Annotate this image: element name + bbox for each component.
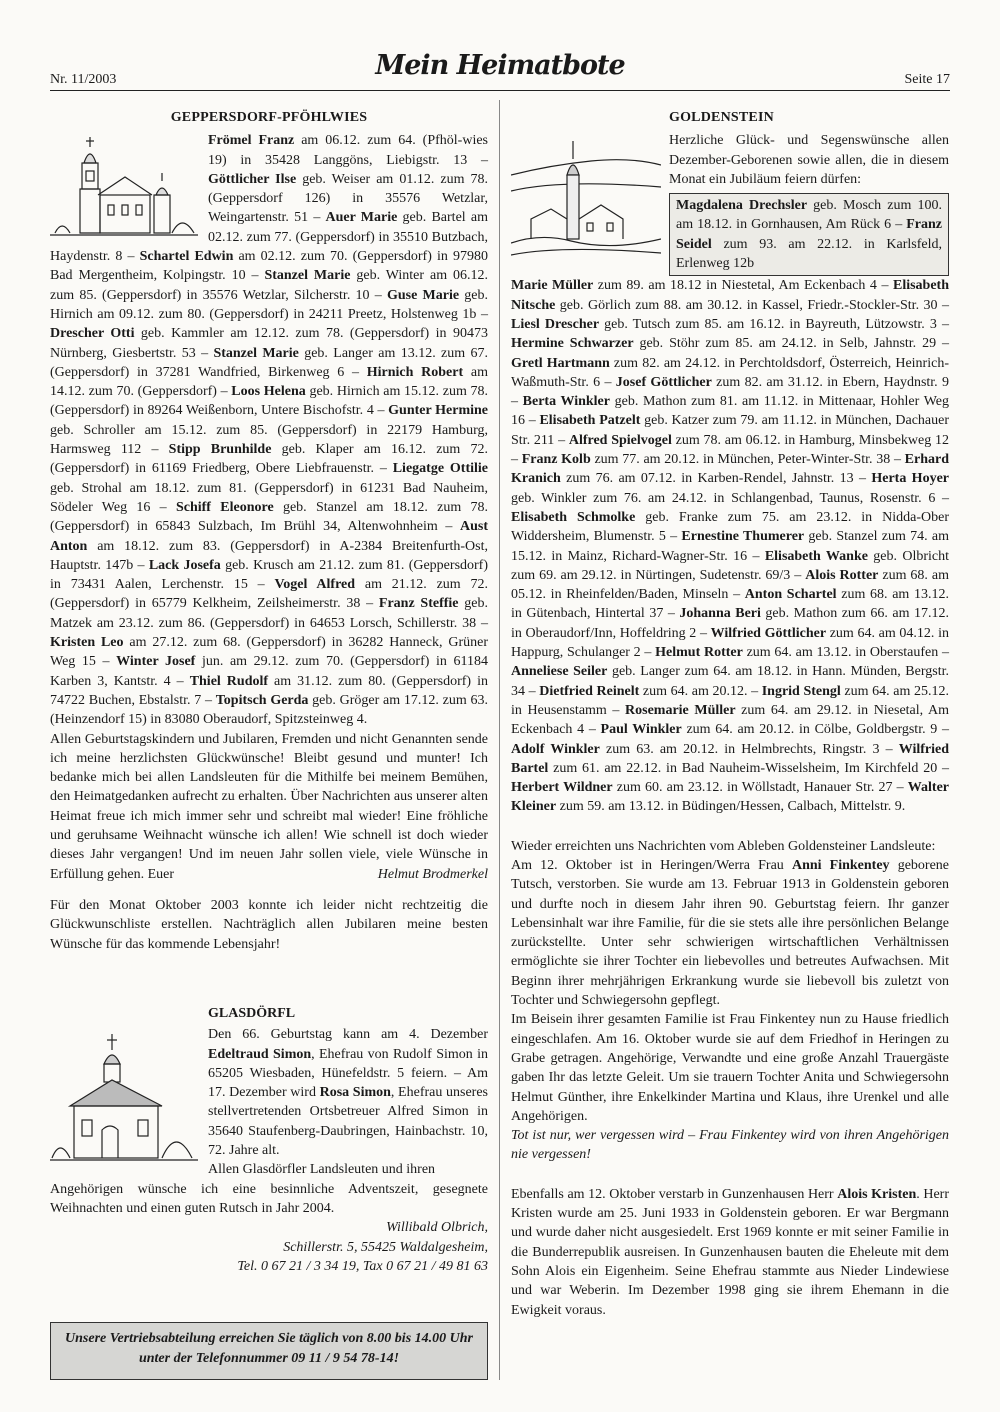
person-name: Elisabeth Wanke [764, 548, 868, 564]
person-name: Lack Josefa [148, 557, 221, 573]
glasdoerfl-wishes-2: Angehörigen wünsche ich eine besinnliche Adventszeit, gesegnete Weihnachten und einen guten Rutsch in Jahr 2004. [50, 1181, 488, 1216]
person-name: Schiff Eleonore [175, 499, 274, 515]
person-name: Josef Göttlicher [615, 374, 712, 390]
section-title-geppersdorf: GEPPERSDORF-PFÖHLWIES [170, 110, 368, 125]
person-name: Marie Müller [511, 278, 594, 294]
person-name: Gunter Hermine [388, 403, 489, 419]
person-name: Alois Rotter [805, 567, 879, 583]
person-name: Liegatge Ottilie [392, 461, 488, 477]
person-name: Wilfried Bartel [511, 741, 949, 776]
obituary-finkentey-quote: Tot ist nur, wer vergessen wird – Frau Finkentey wird von ihren Angehörigen nie vergessen! [511, 1128, 949, 1163]
person-name: Helmut Rotter [655, 645, 743, 661]
obituary-finkentey: Am 12. Oktober ist in Heringen/Werra Frau Anni Finkentey geborene Tutsch, verstorben. Sie wurde am 13. Februar 1913 in Goldenstein geboren und durfte noch in diesem Jahr ihren 90. Geburtstag feiern. Ihr ganzer Lebensinhalt war ihre Familie, für die sie stets alle ihre persönlichen Belange zurückstellte. Unter sehr schwierigen wirtschaftlichen Verhältnissen ermöglichte sie ihrer Tochter ein liebevolles und betreutes Aufwachsen. Mit Beginn ihrer mehrjährigen Erkrankung wurde sie liebevoll bis zuletzt von Tochter und Schwiegersohn gepflegt. [511, 857, 950, 1009]
right-column [511, 108, 949, 1320]
person-name: Göttlicher Ilse [208, 171, 297, 187]
person-name: Paul Winkler [600, 722, 682, 738]
signature-address: Schillerstr. 5, 55425 Waldalgesheim, [283, 1239, 488, 1255]
distribution-notice: Unsere Vertriebsabteilung erreichen Sie täglich von 8.00 bis 14.00 Uhr unter der Telefonnummer 09 11 / 9 54 78-14! [50, 1322, 488, 1380]
person-name: Aust Anton [50, 519, 488, 554]
person-name: Rosa Simon [319, 1085, 391, 1101]
person-name: Alfred Spielvogel [568, 432, 672, 448]
person-name: Schartel Edwin [139, 249, 234, 265]
obituary-kristen: Ebenfalls am 12. Oktober verstarb in Gunzenhausen Herr Alois Kristen. Herr Kristen wurde am 25. Juni 1933 in Goldenstein geboren. Er war Bergmann und wurde daher nicht ausgesiedelt. Erst 1969 konnte er mit seiner Familie in die Bunderrepublik ausreisen. In Gunzenhausen bauten die Eheleute mit dem Sohn Alois ein Eigenheim. Seine Ehefrau stammte aus Nieder Lindewiese und war Weberin. Im Dezember 1998 ging sie ihrem Ehemann in die Ewigkeit voraus. [511, 1186, 949, 1318]
person-name: Vogel Alfred [274, 577, 356, 593]
person-name: Anton Schartel [744, 587, 837, 603]
glasdoerfl-birthdays: Den 66. Geburtstag kann am 4. Dezember Edeltraud Simon, Ehefrau von Rudolf Simon in 65205 Wiesbaden, Hünefeldstr. 5 feiern. – Am 17. Dezember wird Rosa Simon, Ehefrau unseres stellvertretenden Ortsbetreuer Alfred Simon in 35640 Staufenberg-Daubringen, Hainbachstr. 10, 72. Jahre alt. [208, 1027, 488, 1159]
page-header [50, 50, 950, 91]
goldenstein-intro: Herzliche Glück- und Segenswünsche allen Dezember-Geborenen sowie allen, die in diesem Monat ein Jubiläum feiern dürfen: [669, 133, 949, 187]
town-illustration-icon [511, 135, 661, 261]
person-name: Magdalena Drechsler [676, 198, 808, 214]
person-name: Franz Steffie [378, 596, 459, 612]
person-name: Stanzel Marie [264, 268, 351, 284]
section-title-glasdoerfl: GLASDÖRFL [208, 1006, 296, 1021]
person-name: Rosemarie Müller [625, 702, 736, 718]
person-name: Franz Seidel [676, 217, 942, 252]
person-name: Elisabeth Schmolke [511, 509, 636, 525]
glasdoerfl-section [50, 1004, 488, 1276]
person-name: Walter Kleiner [511, 780, 950, 815]
issue-number: Nr. 11/2003 [50, 72, 117, 87]
goldenstein-birthday-list: Marie Müller zum 89. am 18.12 in Niestetal, Am Eckenbach 4 – Elisabeth Nitsche geb. Görlich zum 88. am 30.12. in Kassel, Friedr.-Stockler-Str. 30 – Liesl Drescher geb. Tutsch zum 85. am 16.12. in Bayreuth, Lützowstr. 3 – Hermine Schwarzer geb. Stöhr zum 85. am 24.12. in Selb, Jahnstr. 29 – Gretl Hartmann zum 82. am 24.12. in Perchtoldsdorf, Österreich, Heinrich-Waßmuth-Str. 6 – Josef Göttlicher zum 82. am 31.12. in Ebern, Haydnstr. 9 – Berta Winkler geb. Mathon zum 81. am 11.12. in Mittenaar, Hohler Weg 16 – Elisabeth Patzelt geb. Katzer zum 79. am 11.12. in München, Dachauer Str. 211 – Alfred Spielvogel zum 78. am 06.12. in Hamburg, Minsbekweg 12 – Franz Kolb zum 77. am 20.12. in München, Peter-Winter-Str. 38 – Erhard Kranich zum 76. am 07.12. in Karben-Rendel, Jahnstr. 13 – Herta Hoyer geb. Winkler zum 76. am 24.12. in Schlangenbad, Taunus, Rosenstr. 6 – Elisabeth Schmolke geb. Franke zum 75. am 23.12. in Nidda-Ober Widdersheim, Blumenstr. 5 – Ernestine Thumerer geb. Stanzel zum 74. am 15.12. in Mainz, Richard-Wagner-Str. 16 – Elisabeth Wanke geb. Olbricht zum 69. am 29.12. in Nürtingen, Sudetenstr. 69/3 – Alois Rotter zum 68. am 05.12. in Rheinfelden/Baden, Minseln – Anton Schartel zum 68. am 13.12. in Gütenbach, Hintertal 37 – Johanna Beri geb. Mathon zum 66. am 17.12. in Oberaudorf/Inn, Hoffeldring 2 – Wilfried Göttlicher zum 64. am 04.12. in Happurg, Schulanger 2 – Helmut Rotter zum 64. am 13.12. in Oberstaufen – Anneliese Seiler geb. Langer zum 64. am 18.12. in Hann. Münden, Bergstr. 34 – Dietfried Reinelt zum 64. am 20.12. – Ingrid Stengl zum 64. am 25.12. in Heusenstamm – Rosemarie Müller zum 64. am 29.12. in Niesetal, Am Eckenbach 4 – Paul Winkler zum 64. am 20.12. in Cölbe, Goldbergstr. 9 – Adolf Winkler zum 63. am 20.12. in Helmbrechts, Ringstr. 3 – Wilfried Bartel zum 61. am 22.12. in Bad Nauheim-Wisselsheim, Im Kirchfeld 20 – Herbert Wildner zum 60. am 23.12. in Wöllstadt, Hanauer Str. 27 – Walter Kleiner zum 59. am 13.12. in Büdingen/Hessen, Calbach, Mittelstr. 9. [511, 278, 950, 815]
person-name: Gretl Hartmann [511, 355, 610, 371]
page-number: Seite 17 [904, 72, 950, 87]
person-name: Alois Kristen [837, 1186, 917, 1202]
person-name: Frömel Franz [208, 133, 295, 149]
column-divider [499, 100, 500, 1380]
person-name: Topitsch Gerda [215, 692, 309, 708]
glasdoerfl-wishes-1: Allen Glasdörfler Landsleuten und ihren [208, 1162, 436, 1178]
person-name: Guse Marie [386, 287, 460, 303]
person-name: Winter Josef [116, 654, 196, 670]
person-name: Herta Hoyer [871, 471, 949, 487]
section-title-goldenstein: GOLDENSTEIN [669, 110, 774, 125]
greeting-text: Allen Geburtstagskindern und Jubilaren, Fremden und nicht Genannten sende ich meine herzlichsten Glückwünsche! Bleibt gesund und munter! Ich bedanke mich bei allen Landsleuten für die Mithilfe bei meinem Bemühen, den Heimatgedanken aufrecht zu erhalten. Über Nachrichten aus unserer alten Heimat freue ich mich immer sehr und schreibt mal wieder! Eine fröhliche und geruhsame Weihnacht wünsche ich allen! Wie schnell ist doch wieder dieses Jahr vergangen! Und im neuen Jahr sollen viele, viele Wünsche in Erfüllung gehen. Euer [50, 731, 488, 882]
signature-phone: Tel. 0 67 21 / 3 34 19, Tax 0 67 21 / 49 81 63 [237, 1258, 488, 1274]
person-name: Thiel Rudolf [189, 673, 269, 689]
person-name: Hermine Schwarzer [511, 336, 634, 352]
person-name: Auer Marie [325, 210, 398, 226]
obituary-intro: Wieder erreichten uns Nachrichten vom Ableben Goldensteiner Landsleute: [511, 838, 936, 854]
signature-name: Willibald Olbrich, [386, 1220, 488, 1236]
person-name: Dietfried Reinelt [539, 683, 640, 699]
masthead-logo: Mein Heimatbote [375, 50, 625, 81]
person-name: Ernestine Thumerer [681, 529, 805, 545]
person-name: Adolf Winkler [511, 741, 600, 757]
person-name: Hirnich Robert [366, 364, 464, 380]
person-name: Elisabeth Nitsche [511, 278, 949, 313]
person-name: Liesl Drescher [511, 316, 600, 332]
person-name: Kristen Leo [50, 635, 124, 651]
chapel-illustration-icon [50, 1030, 198, 1172]
person-name: Anni Finkentey [791, 857, 890, 873]
greeting-signature: Helmut Brodmerkel [377, 866, 488, 882]
october-note: Für den Monat Oktober 2003 konnte ich leider nicht rechtzeitig die Glückwunschliste erstellen. Nachträglich allen Jubilaren meine besten Wünsche für das kommende Lebensjahr! [50, 898, 488, 952]
church-illustration-icon [50, 133, 198, 241]
obituary-finkentey-cont: Im Beisein ihrer gesamten Familie ist Frau Finkentey nun zu Hause friedlich eingeschlafen. Am 16. Oktober wurde sie auf dem Friedhof in Heringen zu Grabe getragen. Angehörige, Verwandte und eine große Anzahl Trauergäste gaben Ihr das letzte Geleit. Um sie trauern Tochter Anita und Schwiegersohn Helmut Günther, ihre Enkelkinder Martina und Klaus, ihre Urenkel und alle Angehörigen. [511, 1012, 949, 1124]
person-name: Erhard Kranich [511, 452, 949, 487]
person-name: Edeltraud Simon [208, 1046, 312, 1062]
person-name: Johanna Beri [679, 606, 761, 622]
person-name: Anneliese Seiler [511, 664, 608, 680]
person-name: Elisabeth Patzelt [539, 413, 641, 429]
person-name: Berta Winkler [522, 394, 610, 410]
geppersdorf-birthday-list: Frömel Franz am 06.12. zum 64. (Pfhöl-wies 19) in 35428 Langgöns, Liebigstr. 13 – Göttlicher Ilse geb. Weiser am 01.12. zum 78. (Geppersdorf 126) in 35576 Wetzlar, Weingartenstr. 51 – Auer Marie geb. Bartel am 02.12. zum 77. (Geppersdorf) in 35510 Butzbach, Haydenstr. 8 – Schartel Edwin am 02.12. zum 70. (Geppersdorf) in 97980 Bad Mergentheim, Kolpingstr. 10 – Stanzel Marie geb. Winter am 06.12. zum 85. (Geppersdorf) in 35576 Wetzlar, Silcherstr. 10 – Guse Marie geb. Hirnich am 09.12. zum 80. (Geppersdorf) in 24211 Preetz, Holstenweg 1b – Drescher Otti geb. Kammler am 12.12. zum 78. (Geppersdorf) in 90473 Nürnberg, Giesbertstr. 53 – Stanzel Marie geb. Langer am 13.12. zum 67. (Geppersdorf) in 37281 Wandfried, Birkenweg 6 – Hirnich Robert am 14.12. zum 70. (Geppersdorf) – Loos Helena geb. Hirnich am 15.12. zum 78. (Geppersdorf) in 89264 Weißenborn, Untere Bischofstr. 4 – Gunter Hermine geb. Schroller am 15.12. zum 85. (Geppersdorf) in 22179 Hamburg, Harmsweg 112 – Stipp Brunhilde geb. Klaper am 16.12. zum 72. (Geppersdorf) in 61169 Friedberg, Obere Liebfrauenstr. – Liegatge Ottilie geb. Strohal am 18.12. zum 81. (Geppersdorf) in 61231 Bad Nauheim, Södeler Weg 16 – Schiff Eleonore geb. Stanzel am 18.12. zum 78. (Geppersdorf) in 65843 Sulzbach, Im Brühl 34, Altenwohnheim – Aust Anton am 18.12. zum 83. (Geppersdorf) in A-2384 Breitenfurth-Ost, Hauptstr. 147b – Lack Josefa geb. Krusch am 21.12. zum 81. (Geppersdorf) in 73431 Aalen, Lerchenstr. 15 – Vogel Alfred am 21.12. zum 72. (Geppersdorf) in 65779 Kelkheim, Zeilsheimerstr. 38 – Franz Steffie geb. Matzek am 23.12. zum 86. (Geppersdorf) in 64653 Lorsch, Schillerstr. 38 – Kristen Leo am 27.12. zum 68. (Geppersdorf) in 36282 Hanneck, Grüner Weg 15 – Winter Josef jun. am 29.12. zum 70. (Geppersdorf) in 61184 Karben 3, Kantstr. 4 – Thiel Rudolf am 31.12. zum 80. (Geppersdorf) in 74722 Buchen, Ebstalstr. 7 – Topitsch Gerda geb. Gröger am 17.12. zum 63. (Heinzendorf 15) in 83080 Oberaudorf, Spitzsteinweg 4. [50, 133, 489, 728]
person-name: Stipp Brunhilde [168, 442, 272, 458]
person-name: Wilfried Göttlicher [710, 625, 827, 641]
person-name: Stanzel Marie [213, 345, 299, 361]
person-name: Franz Kolb [521, 452, 591, 468]
person-name: Loos Helena [231, 384, 306, 400]
person-name: Drescher Otti [50, 326, 135, 342]
person-name: Ingrid Stengl [761, 683, 841, 699]
goldenstein-highlight-box: Magdalena Drechsler geb. Mosch zum 100. am 18.12. in Gornhausen, Am Rück 6 – Franz Seidel zum 93. am 22.12. in Karlsfeld, Erlenweg 12b [669, 193, 949, 276]
person-name: Herbert Wildner [511, 780, 613, 796]
left-column [50, 108, 488, 954]
